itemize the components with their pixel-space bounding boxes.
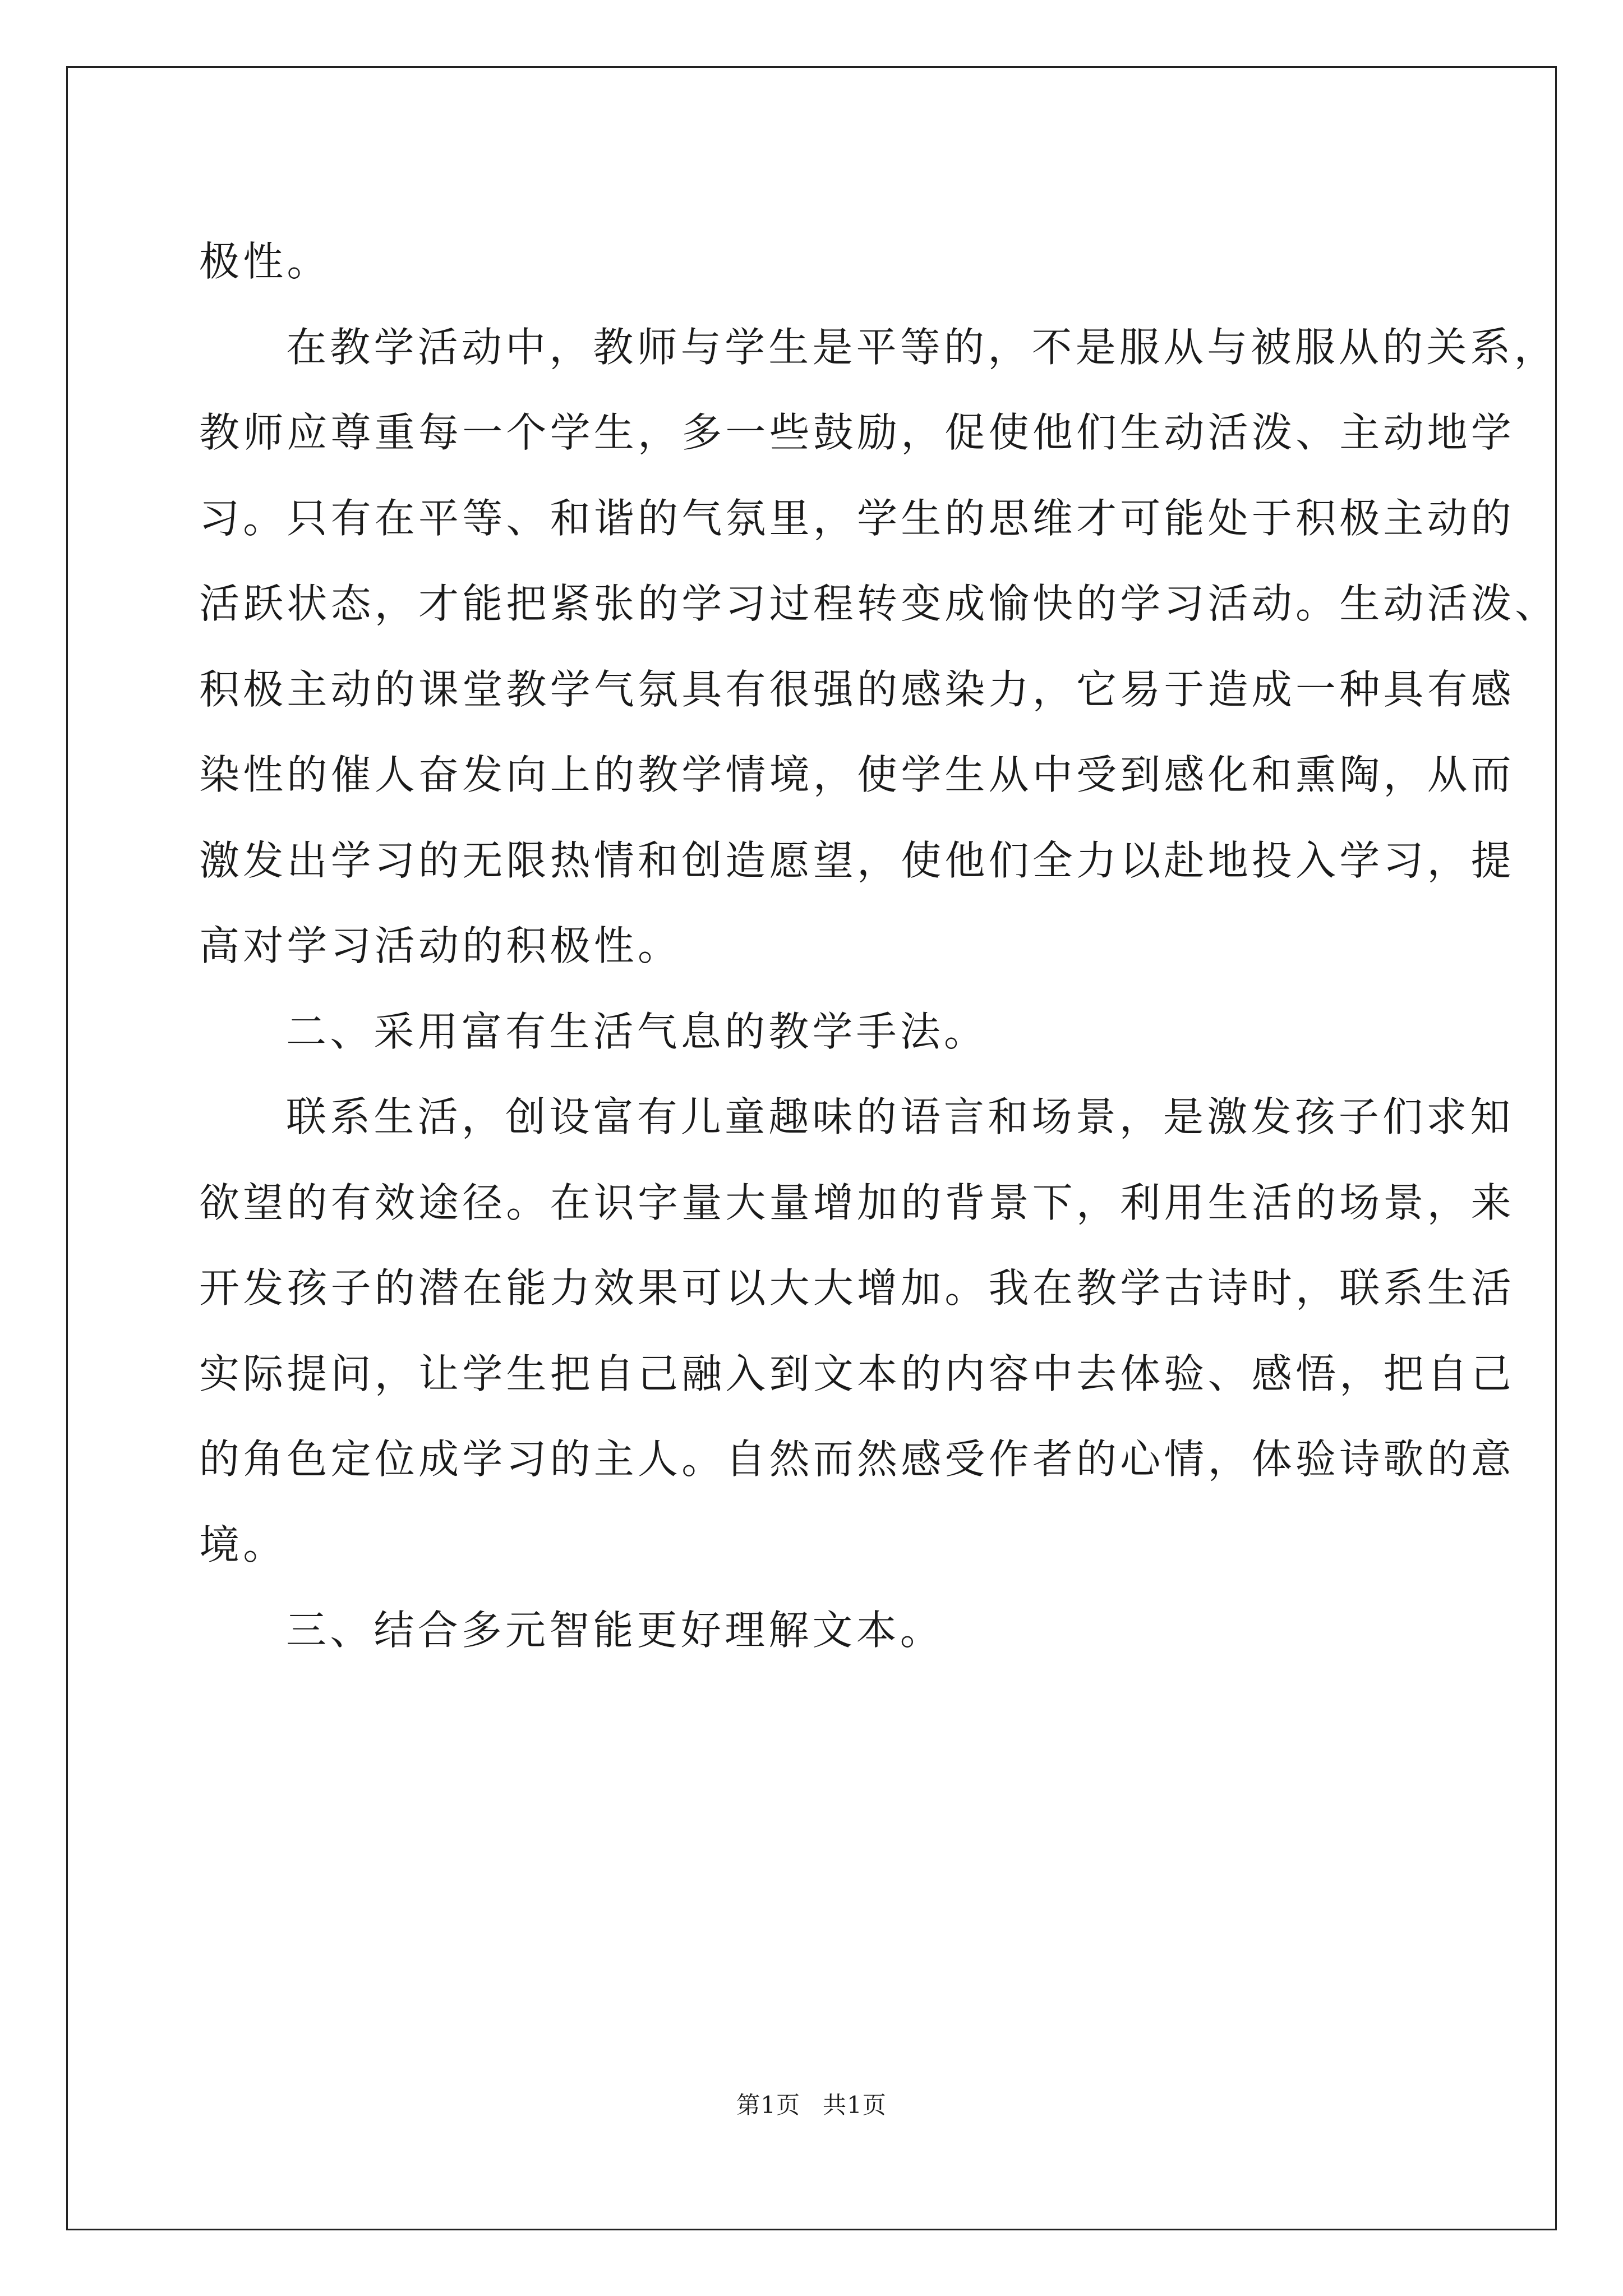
text-line: 开发孩子的潜在能力效果可以大大增加。我在教学古诗时，联系生活 (199, 1264, 1515, 1312)
section-heading: 二、采用富有生活气息的教学手法。 (286, 1007, 988, 1055)
text-line: 在教学活动中，教师与学生是平等的，不是服从与被服从的关系， (286, 323, 1558, 371)
text-line: 境。 (199, 1521, 287, 1568)
page-number: 第1页 (736, 2091, 800, 2119)
text-line: 积极主动的课堂教学气氛具有很强的感染力，它易于造成一种具有感 (199, 665, 1515, 713)
text-line: 实际提问，让学生把自己融入到文本的内容中去体验、感悟，把自己 (199, 1350, 1515, 1397)
text-line: 活跃状态，才能把紧张的学习过程转变成愉快的学习活动。生动活泼、 (199, 580, 1559, 627)
document-body (199, 219, 1559, 1673)
text-line: 教师应尊重每一个学生，多一些鼓励，促使他们生动活泼、主动地学 (199, 409, 1515, 456)
section-heading: 三、结合多元智能更好理解文本。 (286, 1607, 944, 1654)
text-line: 习。只有在平等、和谐的气氛里，学生的思维才可能处于积极主动的 (199, 494, 1515, 542)
text-line: 联系生活，创设富有儿童趣味的语言和场景，是激发孩子们求知 (286, 1093, 1514, 1140)
page-footer (0, 2087, 1623, 2120)
text-line: 欲望的有效途径。在识字量大量增加的背景下，利用生活的场景，来 (199, 1179, 1515, 1226)
text-line: 激发出学习的无限热情和创造愿望，使他们全力以赴地投入学习，提 (199, 836, 1515, 884)
text-line: 极性。 (199, 238, 331, 285)
text-line: 的角色定位成学习的主人。自然而然感受作者的心情，体验诗歌的意 (199, 1435, 1515, 1483)
text-line: 高对学习活动的积极性。 (199, 922, 682, 969)
text-line: 染性的催人奋发向上的教学情境，使学生从中受到感化和熏陶，从而 (199, 751, 1515, 798)
page-total: 共1页 (823, 2091, 887, 2119)
